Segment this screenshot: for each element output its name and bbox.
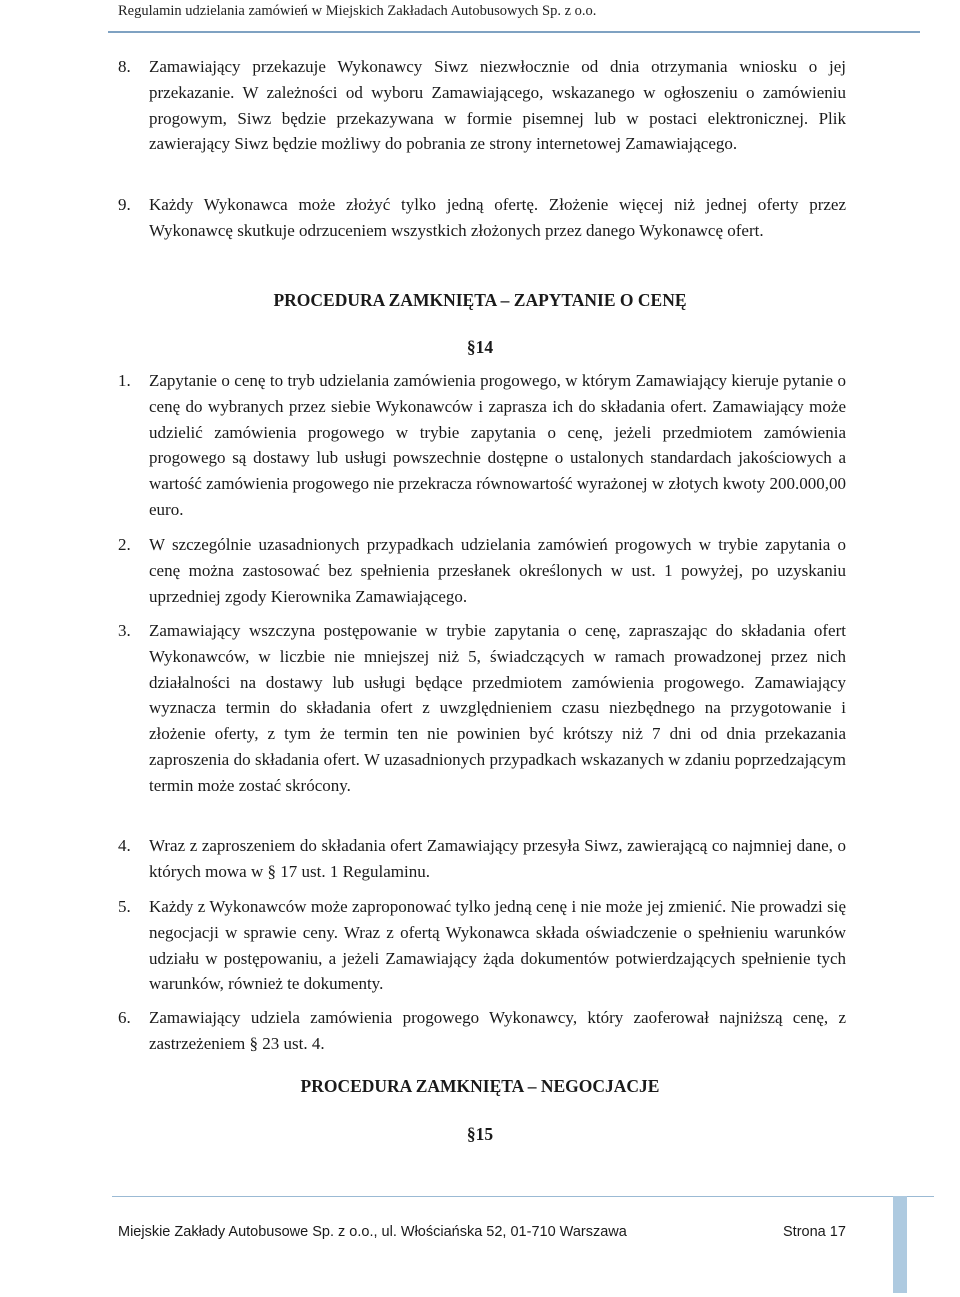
list-item — [118, 192, 846, 244]
item-number: 4. — [118, 836, 131, 855]
list-item — [118, 833, 846, 885]
footer-accent-bar — [893, 1196, 907, 1293]
list-item — [118, 894, 846, 997]
item-number: 5. — [118, 897, 131, 916]
paragraph-number: §14 — [466, 337, 494, 357]
section-heading: PROCEDURA ZAMKNIĘTA – NEGOCJACJE — [300, 1076, 660, 1096]
item-text: Każdy Wykonawca może złożyć tylko jedną ofertę. Złożenie więcej niż jednej oferty przez Wykonawcę skutkuje odrzuceniem wszystkich złożonych przez danego Wykonawcę ofert. — [149, 195, 846, 240]
footer-divider — [112, 1196, 934, 1197]
page-number: Strona 17 — [783, 1224, 846, 1240]
list-item — [118, 1005, 846, 1057]
header-title: Regulamin udzielania zamówień w Miejskich Zakładach Autobusowych Sp. z o.o. — [118, 3, 597, 19]
item-text: Zamawiający udziela zamówienia progowego Wykonawcy, który zaoferował najniższą cenę, z zastrzeżeniem § 23 ust. 4. — [149, 1008, 846, 1053]
item-number: 8. — [118, 57, 131, 76]
item-text: Zamawiający wszczyna postępowanie w trybie zapytania o cenę, zapraszając do składania ofert Wykonawców, w liczbie nie mniejszej niż 5, świadczących w ramach prowadzonej przez nich działalności na dostawy lub usługi będące przedmiotem zamówienia progowego. Zamawiający wyznacza termin do składania ofert z uwzględnieniem czasu niezbędnego na przygotowanie i złożenie oferty, z tym że termin ten nie powinien być krótszy niż 7 dni od dnia przekazania zaproszenia do składania ofert. W uzasadnionych przypadkach wskazanych w zdaniu poprzedzającym termin może zostać skrócony. — [149, 621, 846, 795]
item-number: 9. — [118, 195, 131, 214]
header-divider — [108, 31, 920, 33]
item-text: Zapytanie o cenę to tryb udzielania zamówienia progowego, w którym Zamawiający kieruje pytanie o cenę do wybranych przez siebie Wykonawców i zaprasza ich do składania ofert. Zamawiający może udzielić zamówienia progowego w trybie zapytania o cenę, jeżeli przedmiotem zamówienia progowego są dostawy lub usługi powszechnie dostępne o ustalonych standardach jakościowych a wartość zamówienia progowego nie przekracza równowartość wyrażonej w złotych kwoty 200.000,00 euro. — [149, 371, 846, 519]
list-item — [118, 532, 846, 609]
item-text: W szczególnie uzasadnionych przypadkach udzielania zamówień progowych w trybie zapytania o cenę można zastosować bez spełnienia przesłanek określonych w ust. 1 powyżej, po uzyskaniu uprzedniej zgody Kierownika Zamawiającego. — [149, 535, 846, 606]
item-number: 1. — [118, 371, 131, 390]
list-item — [118, 54, 846, 157]
item-number: 2. — [118, 535, 131, 554]
section-heading: PROCEDURA ZAMKNIĘTA – ZAPYTANIE O CENĘ — [273, 290, 687, 310]
paragraph-number: §15 — [466, 1124, 494, 1144]
item-text: Wraz z zaproszeniem do składania ofert Zamawiający przesyła Siwz, zawierającą co najmniej dane, o których mowa w § 17 ust. 1 Regulaminu. — [149, 836, 846, 881]
footer-address: Miejskie Zakłady Autobusowe Sp. z o.o., ul. Włościańska 52, 01-710 Warszawa — [118, 1224, 627, 1240]
list-item — [118, 368, 846, 523]
item-number: 3. — [118, 621, 131, 640]
list-item — [118, 618, 846, 799]
item-text: Każdy z Wykonawców może zaproponować tylko jedną cenę i nie może jej zmienić. Nie prowadzi się negocjacji w sprawie ceny. Wraz z ofertą Wykonawca składa oświadczenie o spełnieniu warunków udziału w postępowaniu, a jeżeli Zamawiający żąda dokumentów potwierdzających spełnienie tych warunków, również te dokumenty. — [149, 897, 846, 994]
item-number: 6. — [118, 1008, 131, 1027]
item-text: Zamawiający przekazuje Wykonawcy Siwz niezwłocznie od dnia otrzymania wniosku o jej przekazanie. W zależności od wyboru Zamawiającego, wskazanego w ogłoszeniu o zamówieniu progowym, Siwz będzie przekazywana w formie pisemnej lub w postaci elektronicznej. Plik zawierający Siwz będzie możliwy do pobrania ze strony internetowej Zamawiającego. — [149, 57, 846, 154]
